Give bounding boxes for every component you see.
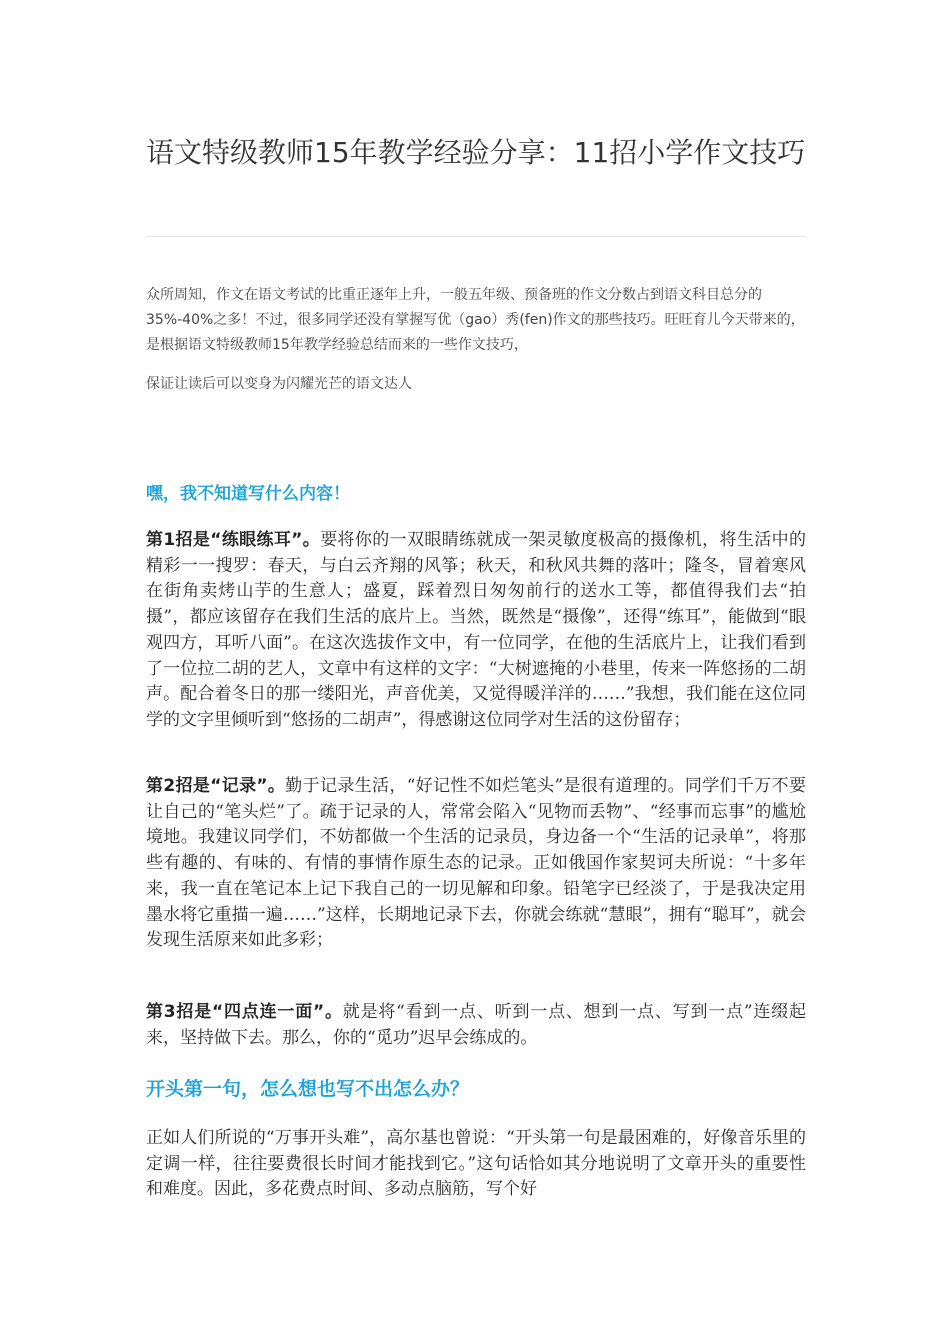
section-heading: 嘿，我不知道写什么内容！ — [146, 484, 350, 504]
tip-label: 第3招是“四点连一面”。 — [146, 1002, 343, 1022]
tip-label: 第2招是“记录”。 — [146, 776, 286, 796]
tip-paragraph — [146, 1000, 806, 1051]
tip-paragraph — [146, 774, 806, 954]
section-heading: 开头第一句，怎么想也写不出怎么办？ — [146, 1078, 470, 1100]
tip-paragraph — [146, 528, 806, 734]
tip-text: 要将你的一双眼睛练就成一架灵敏度极高的摄像机，将生活中的精彩一一搜罗：春天，与白云齐翔的风筝；秋天，和秋风共舞的落叶；隆冬，冒着寒风在街角卖烤山芋的生意人；盛夏，踩着烈日匆匆前行的送水工等，都值得我们去“拍摄”，都应该留存在我们生活的底片上。当然，既然是“摄像”，还得“练耳”，能做到“眼观四方，耳听八面”。在这次选拔作文中，有一位同学，在他的生活底片上，让我们看到了一位拉二胡的艺人，文章中有这样的文字：“大树遮掩的小巷里，传来一阵悠扬的二胡声。配合着冬日的那一缕阳光，声音优美，又觉得暖洋洋的……”我想，我们能在这位同学的文字里倾听到“悠扬的二胡声”，得感谢这位同学对生活的这份留存； — [146, 530, 807, 730]
tip-text: 就是将“看到一点、听到一点、想到一点、写到一点”连缀起来，坚持做下去。那么，你的“觅功”迟早会练成的。 — [146, 1002, 806, 1048]
intro-paragraph: 众所周知，作文在语文考试的比重正逐年上升，一般五年级、预备班的作文分数占到语文科目总分的35%-40%之多！不过，很多同学还没有掌握写优（gao）秀(fen)作文的那些技巧。旺旺育儿今天带来的，是根据语文特级教师15年教学经验总结而来的一些作文技巧， — [146, 287, 805, 353]
tip-text: 勤于记录生活，“好记性不如烂笔头”是很有道理的。同学们千万不要让自己的“笔头烂”了。疏于记录的人，常常会陷入“见物而丢物”、“经事而忘事”的尴尬境地。我建议同学们，不妨都做一个生活的记录员，身边备一个“生活的记录单”，将那些有趣的、有味的、有情的事情作原生态的记录。正如俄国作家契诃夫所说：“十多年来，我一直在笔记本上记下我自己的一切见解和印象。铅笔字已经淡了，于是我决定用墨水将它重描一遍……”这样，长期地记录下去，你就会练就“慧眼”，拥有“聪耳”，就会发现生活原来如此多彩； — [146, 776, 806, 951]
body-paragraph: 正如人们所说的“万事开头难”，高尔基也曾说：“开头第一句是最困难的，好像音乐里的定调一样，往往要费很长时间才能找到它。”这句话恰如其分地说明了文章开头的重要性和难度。因此，多花费点时间、多动点脑筋，写个好 — [146, 1128, 806, 1200]
tip-label: 第1招是“练眼练耳”。 — [146, 530, 321, 550]
title-divider — [146, 236, 806, 237]
intro-paragraph-2: 保证让读后可以变身为闪耀光芒的语文达人 — [146, 376, 412, 392]
article-title: 语文特级教师15年教学经验分享：11招小学作文技巧 — [146, 136, 806, 169]
